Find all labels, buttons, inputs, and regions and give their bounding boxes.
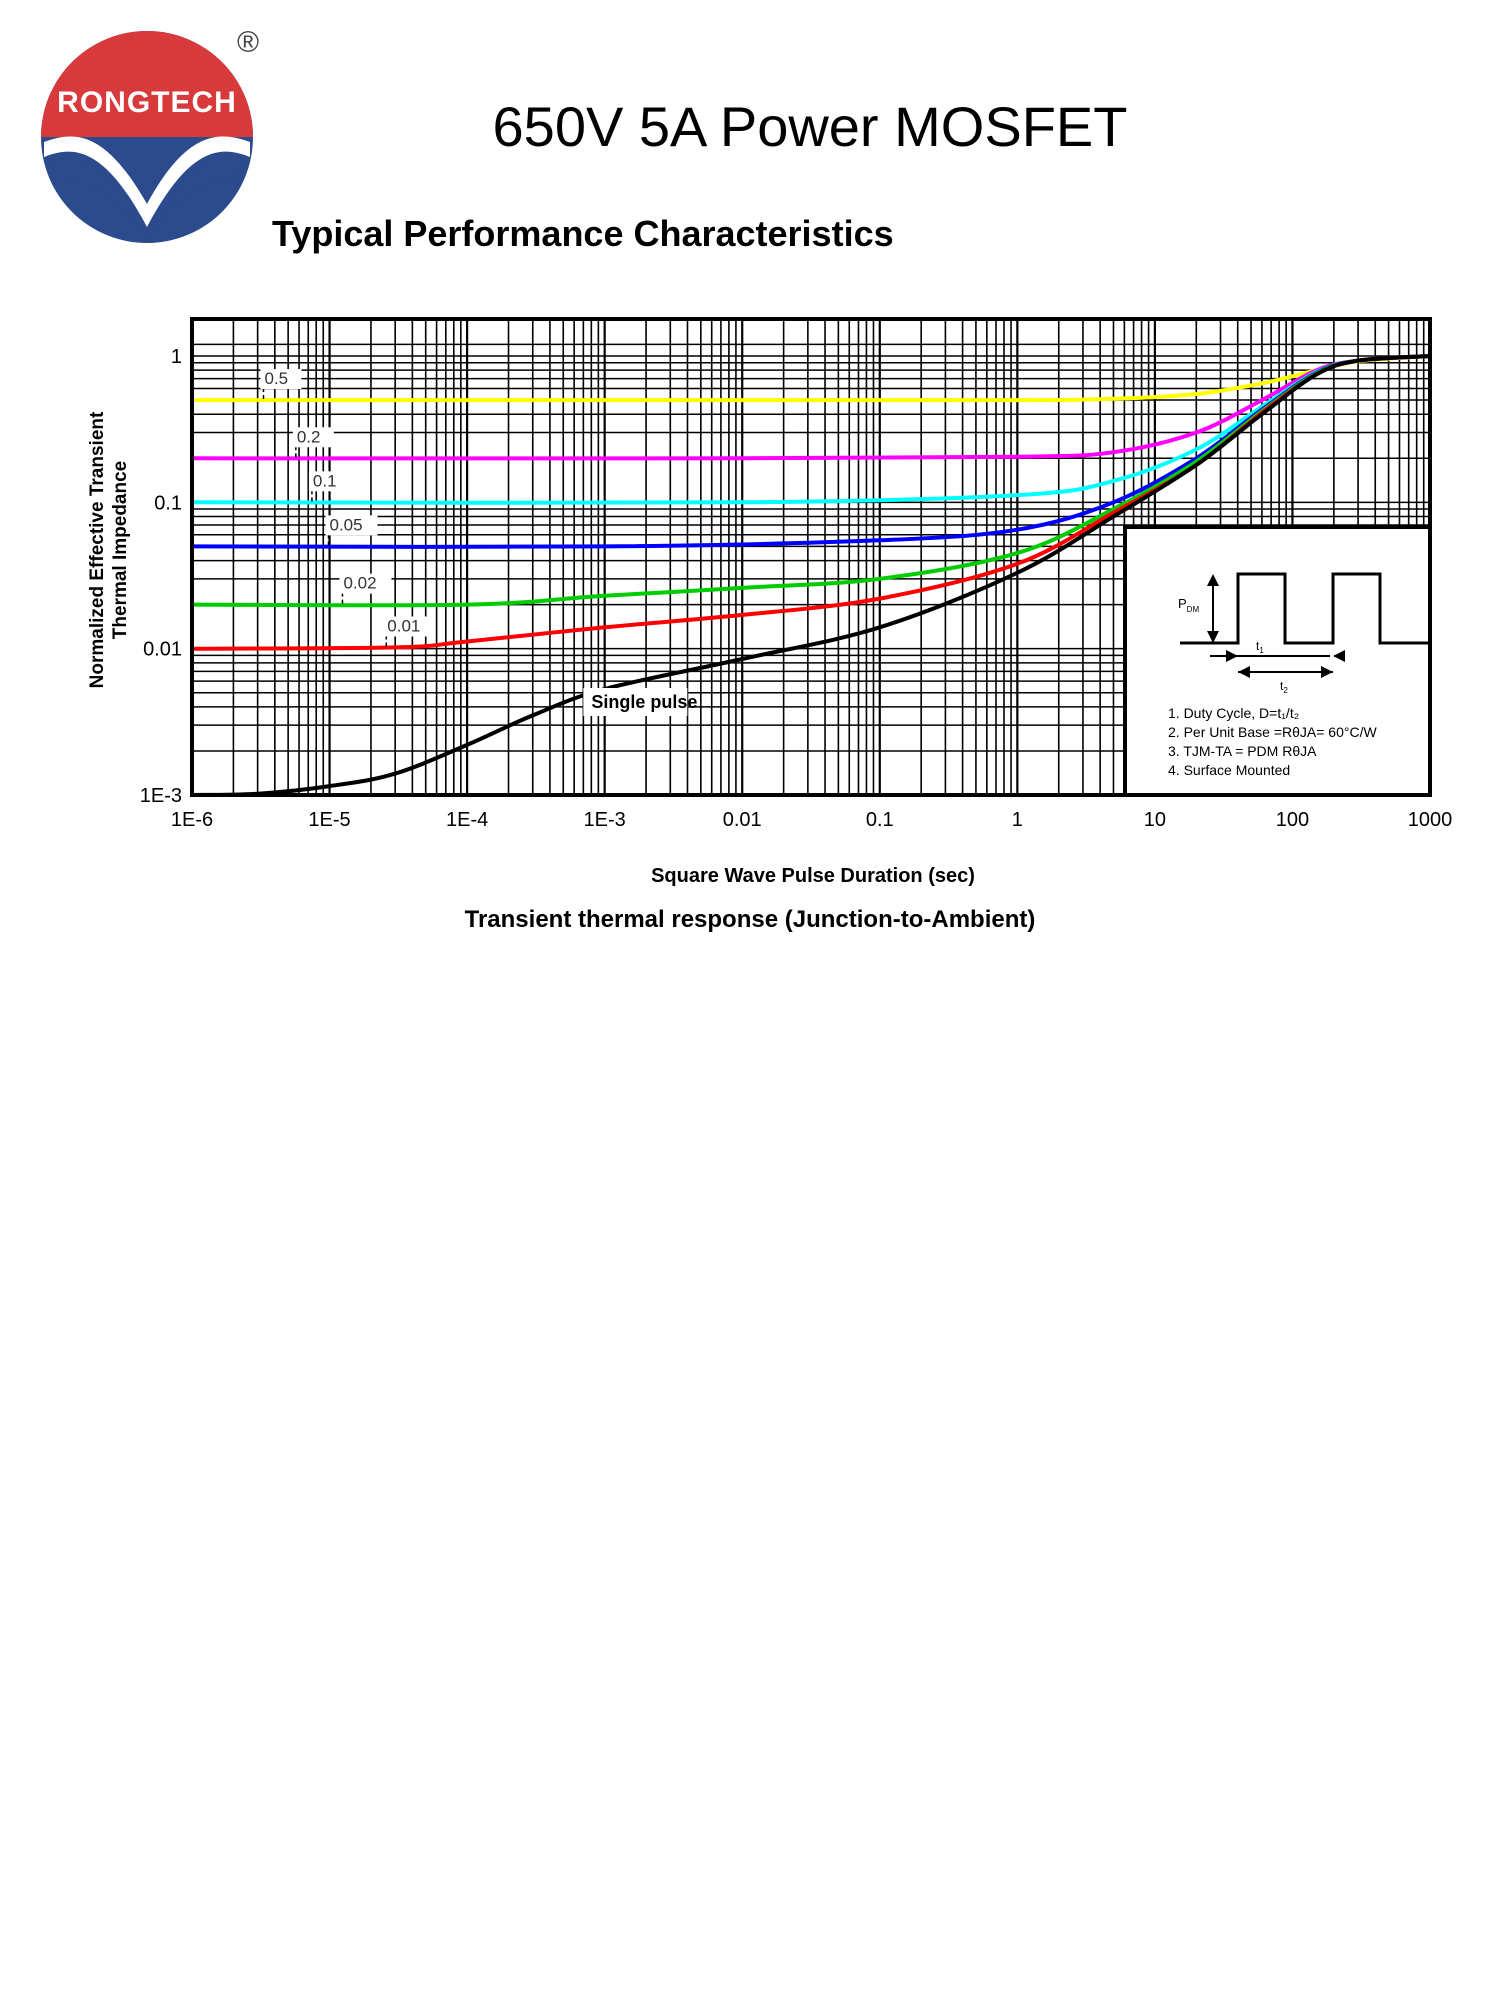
series-label-0-1: 0.1 <box>312 471 337 491</box>
note-1: 1. Duty Cycle, D=t₁/t₂ <box>1168 705 1300 721</box>
x-tick-label: 1E-5 <box>308 809 351 831</box>
rongtech-logo <box>36 22 276 252</box>
x-tick-label: 1 <box>1011 809 1023 831</box>
series-label-0-02: 0.02 <box>343 573 377 593</box>
note-3: 3. TJM-TA = PDM RθJA <box>1168 743 1317 759</box>
chart-notes-box <box>1125 527 1430 795</box>
pdm-label-main: P <box>1178 596 1187 611</box>
y-tick-label: 0.01 <box>143 638 182 661</box>
series-label-0-05: 0.05 <box>329 515 363 535</box>
x-tick-label: 1E-4 <box>445 809 489 831</box>
logo-brand-name: RONGTECH <box>57 86 237 119</box>
registered-mark: ® <box>236 26 260 59</box>
chart-container <box>0 300 1500 960</box>
chart-caption: Transient thermal response (Junction-to-Ambient) <box>464 906 1036 933</box>
chart-series-labels <box>260 369 697 716</box>
x-axis-label: Square Wave Pulse Duration (sec) <box>651 865 975 887</box>
note-4: 4. Surface Mounted <box>1168 762 1291 778</box>
series-label-0-5: 0.5 <box>264 369 289 389</box>
page-title: 650V 5A Power MOSFET <box>492 95 1128 158</box>
x-tick-label: 10 <box>1143 809 1167 831</box>
series-line-0-05 <box>192 356 1430 547</box>
x-tick-label: 100 <box>1275 809 1310 831</box>
t1-label-main: t <box>1256 639 1260 653</box>
series-label-single-pulse: Single pulse <box>591 692 698 712</box>
x-tick-label: 0.01 <box>722 809 762 831</box>
t1-label-sub: 1 <box>1259 646 1264 655</box>
y-tick-label: 1E-3 <box>139 785 182 807</box>
x-tick-label: 0.1 <box>865 809 894 831</box>
x-tick-label: 1E-6 <box>170 809 214 831</box>
y-tick-label: 1 <box>170 346 182 368</box>
y-axis-label-line2: Thermal Impedance <box>110 460 131 640</box>
transient-thermal-chart <box>0 300 1500 960</box>
series-line-0-2 <box>192 356 1430 458</box>
x-tick-label: 1E-3 <box>583 809 626 831</box>
note-2: 2. Per Unit Base =RθJA= 60°C/W <box>1168 724 1377 740</box>
logo-red-top <box>41 31 253 137</box>
x-tick-label: 1000 <box>1407 809 1453 831</box>
pdm-label-sub: DM <box>1186 605 1200 614</box>
y-axis-label-line1: Normalized Effective Transient <box>87 411 108 689</box>
t2-label-sub: 2 <box>1283 686 1288 695</box>
section-title: Typical Performance Characteristics <box>272 213 894 254</box>
series-label-0-01: 0.01 <box>387 616 421 636</box>
t2-label-main: t <box>1280 679 1284 693</box>
y-tick-label: 0.1 <box>154 492 182 515</box>
series-label-0-2: 0.2 <box>296 427 321 447</box>
